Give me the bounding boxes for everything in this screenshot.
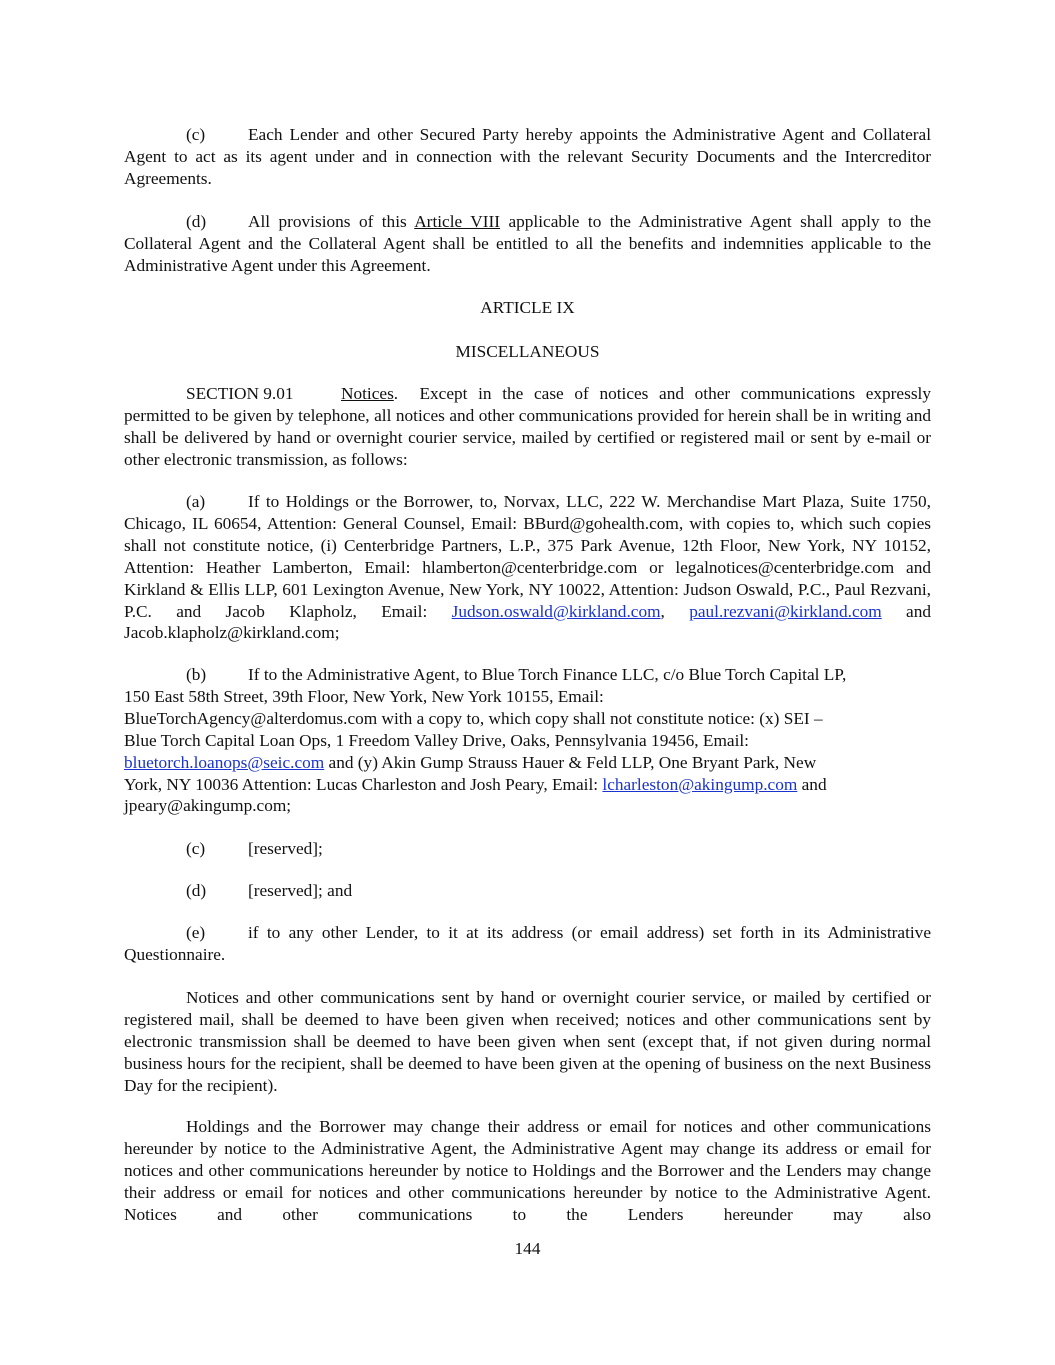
email-link-judson-oswald[interactable]: Judson.oswald@kirkland.com — [451, 601, 661, 621]
paragraph-text-after: applicable to the Administrative Agent shall apply to the Collateral Agent and the Collateral Agent shall be entitled to all the benefits and indemnities applicable to the Administrative Agent under this Agreement. — [124, 212, 931, 275]
item-text-end: and Jacob.klapholz@kirkland.com; — [124, 601, 932, 643]
item-b-line-5: and (y) Akin Gump Strauss Hauer & Feld LLP, One Bryant Park, New — [324, 752, 817, 772]
page-number: 144 — [514, 1239, 541, 1258]
notice-item-e — [124, 922, 931, 966]
paragraph-notices-deemed-given — [124, 987, 931, 1097]
paragraph-text: Holdings and the Borrower may change their address or email for notices and other communications hereunder by notice to the Administrative Agent, the Administrative Agent may change its address or email for notices and other communications hereunder by notice to Holdings and the Borrower and the Lenders may change their address or email for notices and other communications hereunder by notice to the Administrative Agent. Notices and other communications to the Lenders hereunder may also — [124, 1117, 940, 1224]
section-heading-punct: . — [393, 384, 399, 403]
separator: , — [660, 601, 690, 621]
notice-item-c — [124, 838, 931, 860]
item-label: (d) — [186, 212, 207, 231]
item-b-line-4: Blue Torch Capital Loan Ops, 1 Freedom Valley Drive, Oaks, Pennsylvania 19456, Email: — [124, 730, 749, 750]
item-b-line-6: York, NY 10036 Attention: Lucas Charleston and Josh Peary, Email: — [124, 774, 603, 794]
paragraph-c-agency — [124, 124, 931, 190]
item-b-line-2: 150 East 58th Street, 39th Floor, New York, New York 10155, Email: — [124, 686, 604, 706]
item-label: (d) — [186, 881, 207, 900]
paragraph-change-address — [124, 1116, 940, 1226]
item-label: (a) — [186, 492, 206, 511]
email-link-bluetorch-loanops[interactable]: bluetorch.loanops@seic.com — [124, 752, 325, 772]
item-text: If to Holdings or the Borrower, to, Norvax, LLC, 222 W. Merchandise Mart Plaza, Suite 1750, Chicago, IL 60654, Attention: General Counsel, Email: BBurd@gohealth.com, with copies to, which such copies shall not constitute notice, (i) Centerbridge Partners, L.P., 375 Park Avenue, 12th Floor, New York, NY 10152, Attention: Heather Lamberton, Email: hlamberton@centerbridge.com or legalnotices@centerbridge.com and Kirkland & Ellis LLP, 601 Lexington Avenue, New York, NY 10022, Attention: Judson Oswald, P.C., Paul Rezvani, P.C. and Jacob Klapholz, Email: — [124, 492, 931, 621]
article-number: ARTICLE IX — [480, 298, 575, 317]
item-b-line-1: If to the Administrative Agent, to Blue Torch Finance LLC, c/o Blue Torch Capital LP, — [248, 665, 847, 684]
notice-item-d — [124, 880, 931, 902]
paragraph-d-provisions — [124, 211, 931, 277]
paragraph-text: Each Lender and other Secured Party hereby appoints the Administrative Agent and Collateral Agent to act as its agent under and in connection with the relevant Security Documents and the Intercreditor Agreements. — [124, 125, 931, 188]
notice-item-a — [124, 491, 931, 644]
item-b-line-7: jpeary@akingump.com; — [124, 796, 292, 816]
item-label: (c) — [186, 839, 206, 858]
item-label: (c) — [186, 125, 206, 144]
item-label: (b) — [186, 665, 207, 684]
item-label: (e) — [186, 923, 206, 942]
email-link-paul-rezvani[interactable]: paul.rezvani@kirkland.com — [689, 601, 882, 621]
section-9-01-notices — [124, 383, 936, 471]
section-heading: Notices — [341, 384, 394, 403]
article-reference: Article VIII — [414, 212, 501, 231]
email-link-lcharleston[interactable]: lcharleston@akingump.com — [602, 774, 798, 794]
item-text: [reserved]; — [248, 839, 323, 858]
paragraph-text: Notices and other communications sent by hand or overnight courier service, or mailed by certified or registered mail, shall be deemed to have been given when received; notices and other communications sent by electronic transmission shall be deemed to have been given when sent (except that, if not given during normal business hours for the recipient, shall be deemed to have been given at the opening of business on the next Business Day for the recipient). — [124, 988, 931, 1095]
section-label: SECTION 9.01 — [186, 384, 294, 403]
article-title: MISCELLANEOUS — [455, 342, 600, 361]
item-b-line-6-end: and — [797, 774, 827, 794]
item-text: if to any other Lender, to it at its address (or email address) set forth in its Administrative Questionnaire. — [124, 923, 931, 964]
section-text: Except in the case of notices and other communications expressly permitted to be given by telephone, all notices and other communications provided for herein shall be in writing and shall be delivered by hand or overnight courier service, mailed by certified or registered mail or sent by e-mail or other electronic transmission, as follows: — [124, 384, 936, 469]
paragraph-text-before: All provisions of this — [248, 212, 415, 231]
notice-item-b — [124, 664, 931, 817]
item-text: [reserved]; and — [248, 881, 353, 900]
item-b-line-3: BlueTorchAgency@alterdomus.com with a copy to, which copy shall not constitute notice: (x) SEI – — [124, 708, 823, 728]
